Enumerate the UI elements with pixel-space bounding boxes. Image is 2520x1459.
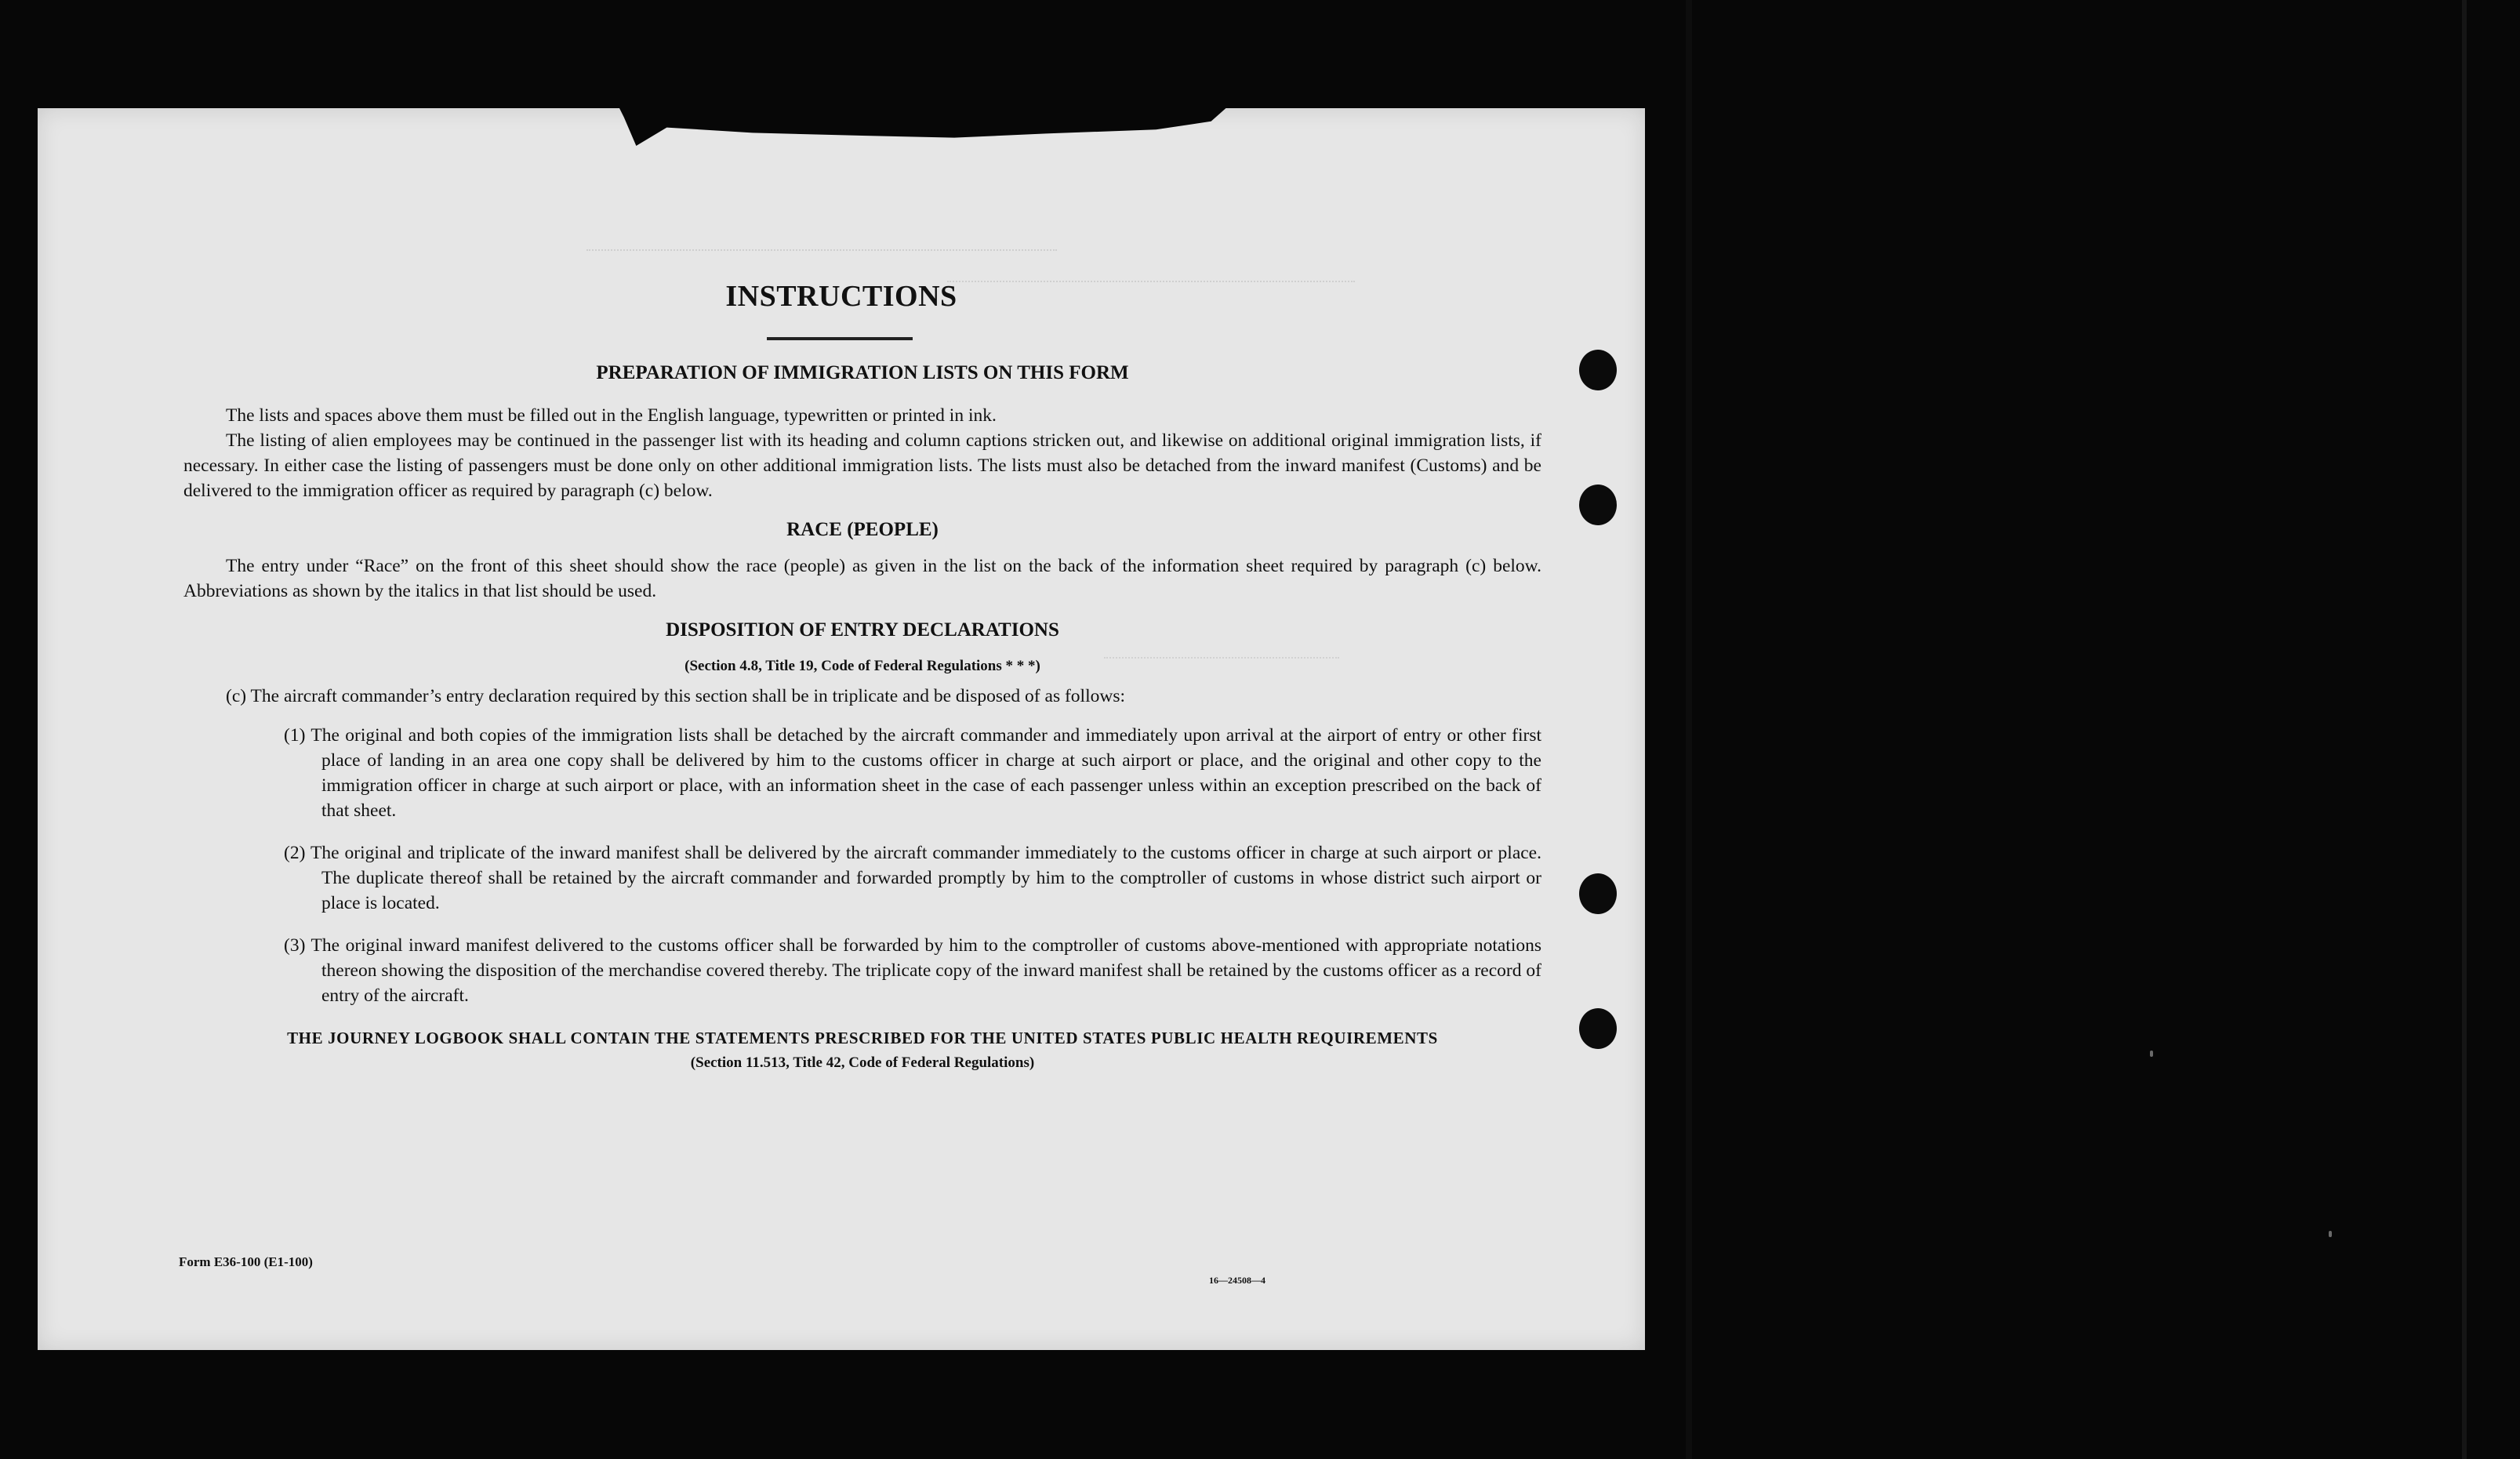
punch-hole — [1579, 873, 1617, 914]
punch-hole — [1579, 350, 1617, 390]
title-underline — [767, 337, 913, 340]
punch-hole — [1579, 1008, 1617, 1049]
paragraph-language: The lists and spaces above them must be filled out in the English language, typewritten or printed in ink. — [226, 405, 997, 426]
print-code: 16—24508—4 — [1209, 1275, 1265, 1286]
film-speck — [2150, 1051, 2153, 1057]
citation-section-11-513: (Section 11.513, Title 42, Code of Federal Regulations) — [690, 1054, 1035, 1071]
torn-edge — [618, 105, 1229, 146]
list-item-1: (1) The original and both copies of the immigration lists shall be detached by the aircraft commander and immediately upon arrival at the airport of entry or other first place of landing in an area one copy shall be delivered by him to the customs officer in charge at such airport or place, and the original and other copy to the immigration officer in charge at such airport or place, with an information sheet in the case of each passenger unless within an exception prescribed on the back of that sheet. — [284, 725, 1541, 821]
page-title: INSTRUCTIONS — [725, 280, 957, 313]
film-edge — [2462, 0, 2467, 1459]
instructions-body — [183, 361, 1541, 1076]
paragraph-alien-employees: The listing of alien employees may be continued in the passenger list with its heading and column captions stricken out, and likewise on additional original immigration lists, if necessary. In either case the listing of passengers must be done only on other additional immigration lists. The lists must also be detached from the inward manifest (Customs) and be delivered to the immigration officer as required by paragraph (c) below. — [183, 430, 1541, 501]
list-item-3: (3) The original inward manifest delivered to the customs officer shall be forwarded by him to the comptroller of customs above-mentioned with appropriate notations thereon showing the disposition of the merchandise covered thereby. The triplicate copy of the inward manifest shall be retained by the customs officer as a record of entry of the aircraft. — [284, 935, 1541, 1006]
punch-hole — [1579, 485, 1617, 525]
bleed-through-line — [586, 249, 1057, 265]
section-heading-race: RACE (PEOPLE) — [786, 519, 939, 540]
health-requirement-notice: THE JOURNEY LOGBOOK SHALL CONTAIN THE STATEMENTS PRESCRIBED FOR THE UNITED STATES PUBLIC HEALTH REQUIREMENTS — [287, 1029, 1438, 1047]
section-heading-disposition: DISPOSITION OF ENTRY DECLARATIONS — [666, 619, 1059, 641]
section-heading-preparation: PREPARATION OF IMMIGRATION LISTS ON THIS FORM — [596, 362, 1129, 383]
list-item-2: (2) The original and triplicate of the inward manifest shall be delivered by the aircraft commander immediately to the customs officer in charge at such airport or place. The duplicate thereof shall be retained by the aircraft commander and forwarded promptly by him to the comptroller of customs in whose district such airport or place is located. — [284, 843, 1541, 913]
paragraph-race: The entry under “Race” on the front of this sheet should show the race (people) as given in the list on the back of the information sheet required by paragraph (c) below. Abbreviations as shown by the italics in that list should be used. — [183, 556, 1541, 601]
form-number: Form E36-100 (E1-100) — [179, 1254, 313, 1269]
document-page — [38, 108, 1645, 1350]
paragraph-c-intro: (c) The aircraft commander’s entry declaration required by this section shall be in triplicate and be disposed of as follows: — [226, 686, 1125, 706]
frame-divider — [1686, 0, 1692, 1459]
film-speck — [2329, 1231, 2332, 1237]
citation-section-4-8: (Section 4.8, Title 19, Code of Federal Regulations * * *) — [684, 658, 1040, 674]
